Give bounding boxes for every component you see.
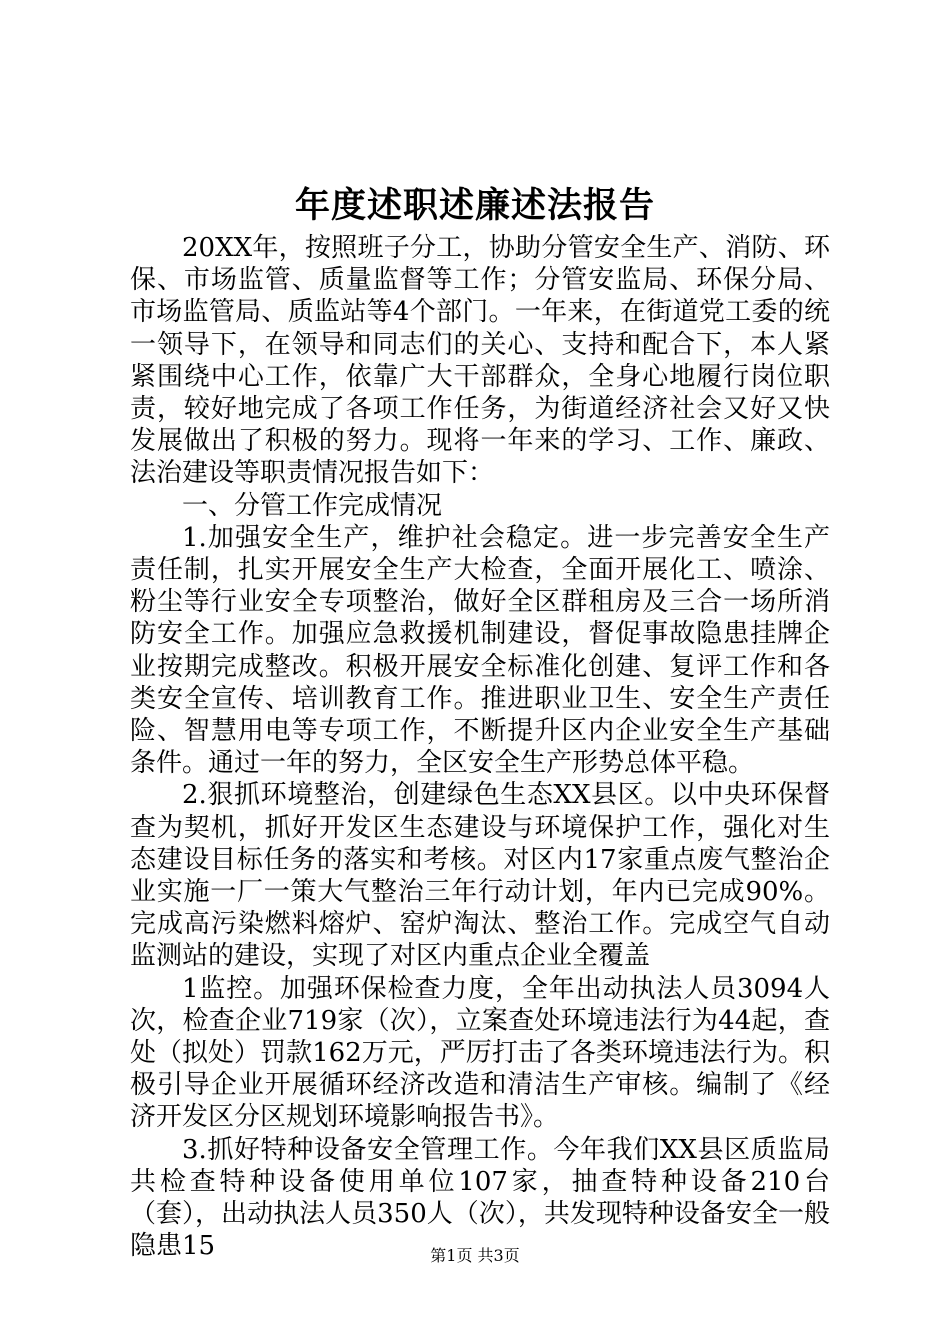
document-title: 年度述职述廉述法报告 bbox=[294, 185, 655, 226]
paragraph-monitoring: 1监控。加强环保检查力度，全年出动执法人员3094人次，检查企业719家（次），立案查处环境违法行为44起，查处（拟处）罚款162万元，严厉打击了各类环境违法行为。积极引导企业开展循环经济改造和清洁生产审核。编制了《经济开发区分区规划环境影响报告书》。 bbox=[130, 973, 830, 1133]
paragraph-environment: 2.狠抓环境整治，创建绿色生态XX县区。以中央环保督查为契机，抓好开发区生态建设与环境保护工作，强化对生态建设目标任务的落实和考核。对区内17家重点废气整治企业实施一厂一策大气整治三年行动计划，年内已完成90%。完成高污染燃料熔炉、窑炉淘汰、整治工作。完成空气自动监测站的建设，实现了对区内重点企业全覆盖 bbox=[130, 780, 830, 972]
document-body bbox=[130, 232, 830, 1263]
paragraph-special-equipment: 3.抓好特种设备安全管理工作。今年我们XX县区质监局共检查特种设备使用单位107家，抽查特种设备210台（套），出动执法人员350人（次），共发现特种设备安全一般隐患15 bbox=[130, 1134, 830, 1262]
paragraph-safety: 1.加强安全生产，维护社会稳定。进一步完善安全生产责任制，扎实开展安全生产大检查，全面开展化工、喷涂、粉尘等行业安全专项整治，做好全区群租房及三合一场所消防安全工作。加强应急救援机制建设，督促事故隐患挂牌企业按期完成整改。积极开展安全标准化创建、复评工作和各类安全宣传、培训教育工作。推进职业卫生、安全生产责任险、智慧用电等专项工作，不断提升区内企业安全生产基础条件。通过一年的努力，全区安全生产形势总体平稳。 bbox=[130, 522, 830, 779]
paragraph-intro: 20XX年，按照班子分工，协助分管安全生产、消防、环保、市场监管、质量监督等工作；分管安监局、环保分局、市场监管局、质监站等4个部门。一年来，在街道党工委的统一领导下，在领导和同志们的关心、支持和配合下，本人紧紧围绕中心工作，依靠广大干部群众，全身心地履行岗位职责，较好地完成了各项工作任务，为街道经济社会又好又快发展做出了积极的努力。现将一年来的学习、工作、廉政、法治建设等职责情况报告如下： bbox=[130, 233, 830, 489]
section-heading: 一、分管工作完成情况 bbox=[182, 490, 443, 521]
page-footer: 第1页 共3页 bbox=[430, 1246, 520, 1265]
